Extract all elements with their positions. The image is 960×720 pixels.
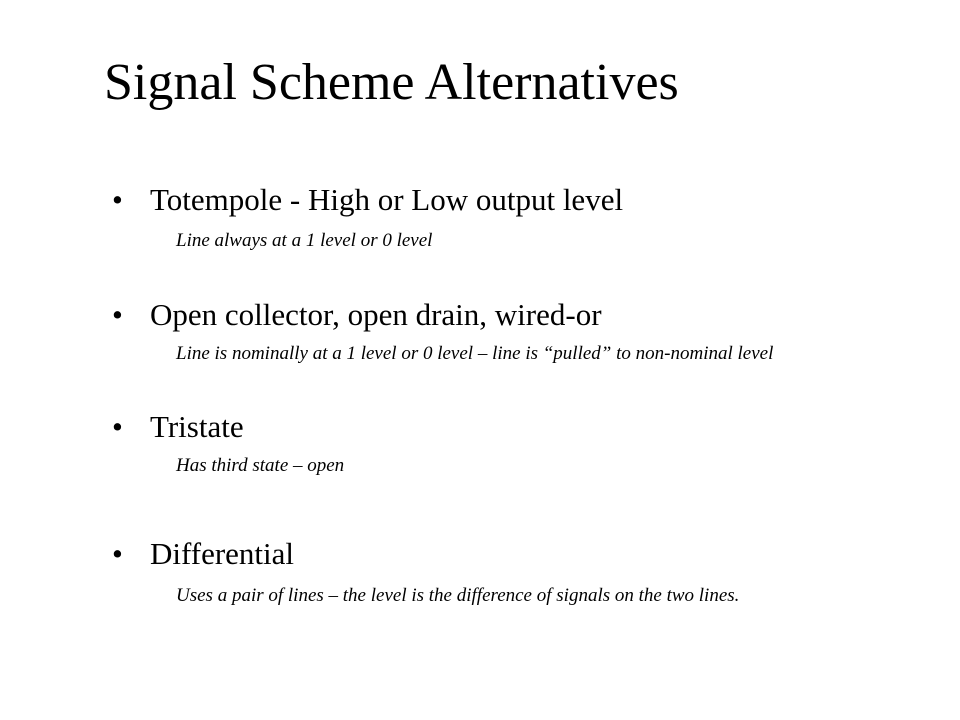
bullet-detail: Has third state – open <box>176 455 345 476</box>
bullet-heading: Totempole - High or Low output level <box>150 182 624 217</box>
bullet-dot: • <box>112 409 123 444</box>
bullet-item-totempole <box>112 181 623 218</box>
bullet-dot: • <box>112 297 123 332</box>
bullet-detail: Uses a pair of lines – the level is the difference of signals on the two lines. <box>176 585 740 606</box>
bullet-dot: • <box>112 536 123 571</box>
bullet-heading: Tristate <box>150 409 244 444</box>
bullet-item-differential <box>112 535 294 572</box>
bullet-heading: Differential <box>150 536 295 571</box>
bullet-item-open-collector <box>112 296 602 333</box>
bullet-heading: Open collector, open drain, wired-or <box>150 297 602 332</box>
bullet-detail: Line always at a 1 level or 0 level <box>176 230 433 251</box>
bullet-dot: • <box>112 182 123 217</box>
bullet-detail: Line is nominally at a 1 level or 0 level – line is “pulled” to non-nominal level <box>176 343 774 364</box>
slide-title: Signal Scheme Alternatives <box>104 54 679 111</box>
bullet-item-tristate <box>112 408 244 445</box>
